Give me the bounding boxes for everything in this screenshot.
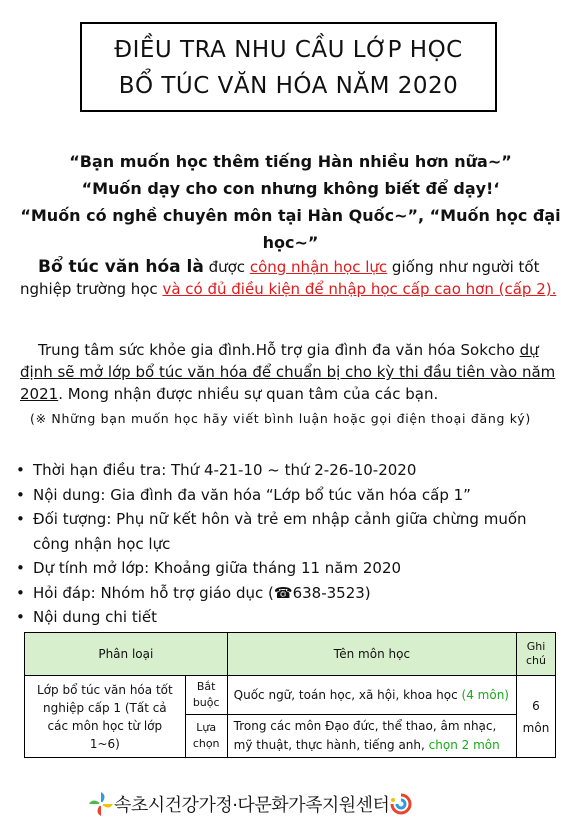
header-note: Ghi chú — [516, 633, 555, 676]
center-paragraph — [20, 339, 560, 405]
header-category: Phân loại — [25, 633, 228, 676]
swirl-icon — [389, 792, 413, 816]
bullet-dot: • — [16, 608, 25, 626]
header-subjects: Tên môn học — [227, 633, 516, 676]
list-item — [16, 458, 561, 483]
list-item — [16, 581, 561, 606]
list-item — [16, 605, 561, 630]
center-underlined: dự định sẽ mở lớp bổ túc văn hóa để chuẩn bị cho kỳ thi đầu tiên vào năm 2021 — [20, 341, 556, 403]
table-header-row — [25, 633, 556, 676]
intro-text-1: được — [203, 258, 250, 276]
quote-1: “Bạn muốn học thêm tiếng Hàn nhiều hơn nữa~” — [69, 152, 512, 171]
center-text-2: . Mong nhận được nhiều sự quan tâm của các bạn. — [58, 385, 439, 403]
required-subjects-cell — [227, 676, 516, 715]
content-item: Nội dung: Gia đình đa văn hóa “Lớp bổ túc văn hóa cấp 1” — [33, 485, 471, 504]
intro-paragraph — [20, 256, 560, 300]
details-item: Nội dung chi tiết — [33, 608, 158, 626]
title-line-2: BỔ TÚC VĂN HÓA NĂM 2020 — [118, 73, 459, 99]
bullet-dot: • — [16, 461, 25, 479]
intro-highlight-1: công nhận học lực — [249, 258, 388, 276]
registration-note: (※ Những bạn muốn học hãy viết bình luận hoặc gọi điện thoại đăng ký) — [30, 411, 531, 426]
note-cell: 6 môn — [516, 676, 555, 758]
center-text-1: Trung tâm sức khỏe gia đình.Hỗ trợ gia đình đa văn hóa Sokcho — [38, 341, 520, 359]
intro-lead: Bổ túc văn hóa là — [38, 257, 204, 277]
info-list — [16, 458, 561, 630]
required-subjects: Quốc ngữ, toán học, xã hội, khoa học — [233, 688, 458, 702]
footer — [88, 790, 413, 818]
bullet-dot: • — [16, 485, 25, 504]
table-row — [25, 676, 556, 715]
quote-2: “Muốn dạy cho con nhưng không biết để dạy!‘ — [81, 179, 500, 198]
title-line-1: ĐIỀU TRA NHU CẦU LỚP HỌC — [114, 37, 463, 63]
bullet-dot: • — [16, 583, 25, 602]
class-name-cell: Lớp bổ túc văn hóa tốt nghiệp cấp 1 (Tất cả các môn học từ lớp 1~6) — [25, 676, 186, 758]
bullet-dot: • — [16, 559, 25, 577]
elective-label: Lựa chọn — [185, 715, 227, 758]
list-item — [16, 483, 561, 508]
bullet-dot: • — [16, 510, 25, 528]
quotes-block — [0, 148, 581, 256]
contact-item: Hỏi đáp: Nhóm hỗ trợ giáo dục (☎638-3523) — [33, 583, 371, 602]
survey-period: Thời hạn điều tra: Thứ 4-21-10 ~ thứ 2-26-10-2020 — [33, 461, 417, 479]
org-name: 속초시건강가정·다문화가족지원센터 — [114, 795, 390, 816]
elective-count: chọn 2 môn — [428, 738, 500, 752]
target-item: Đối tượng: Phụ nữ kết hôn và trẻ em nhập cảnh giữa chừng muốn công nhận học lực — [33, 510, 527, 553]
list-item — [16, 507, 561, 556]
list-item — [16, 556, 561, 581]
intro-highlight-2: và có đủ điều kiện để nhập học cấp cao hơn (cấp 2). — [162, 280, 557, 298]
elective-subjects: Trong các môn Đạo đức, thể thao, âm nhạc, mỹ thuật, thực hành, tiếng anh, — [233, 719, 497, 752]
quote-3: “Muốn có nghề chuyên môn tại Hàn Quốc~”, “Muốn học đại học~” — [20, 206, 561, 252]
required-count: (4 môn) — [461, 688, 509, 702]
schedule-item: Dự tính mở lớp: Khoảng giữa tháng 11 năm 2020 — [33, 559, 402, 577]
required-label: Bắt buộc — [185, 676, 227, 715]
title-box — [80, 22, 497, 112]
subjects-table — [24, 632, 556, 758]
pinwheel-icon — [88, 791, 114, 817]
intro-text-2: giống như người tốt nghiệp trường học — [20, 258, 540, 298]
elective-subjects-cell — [227, 715, 516, 758]
